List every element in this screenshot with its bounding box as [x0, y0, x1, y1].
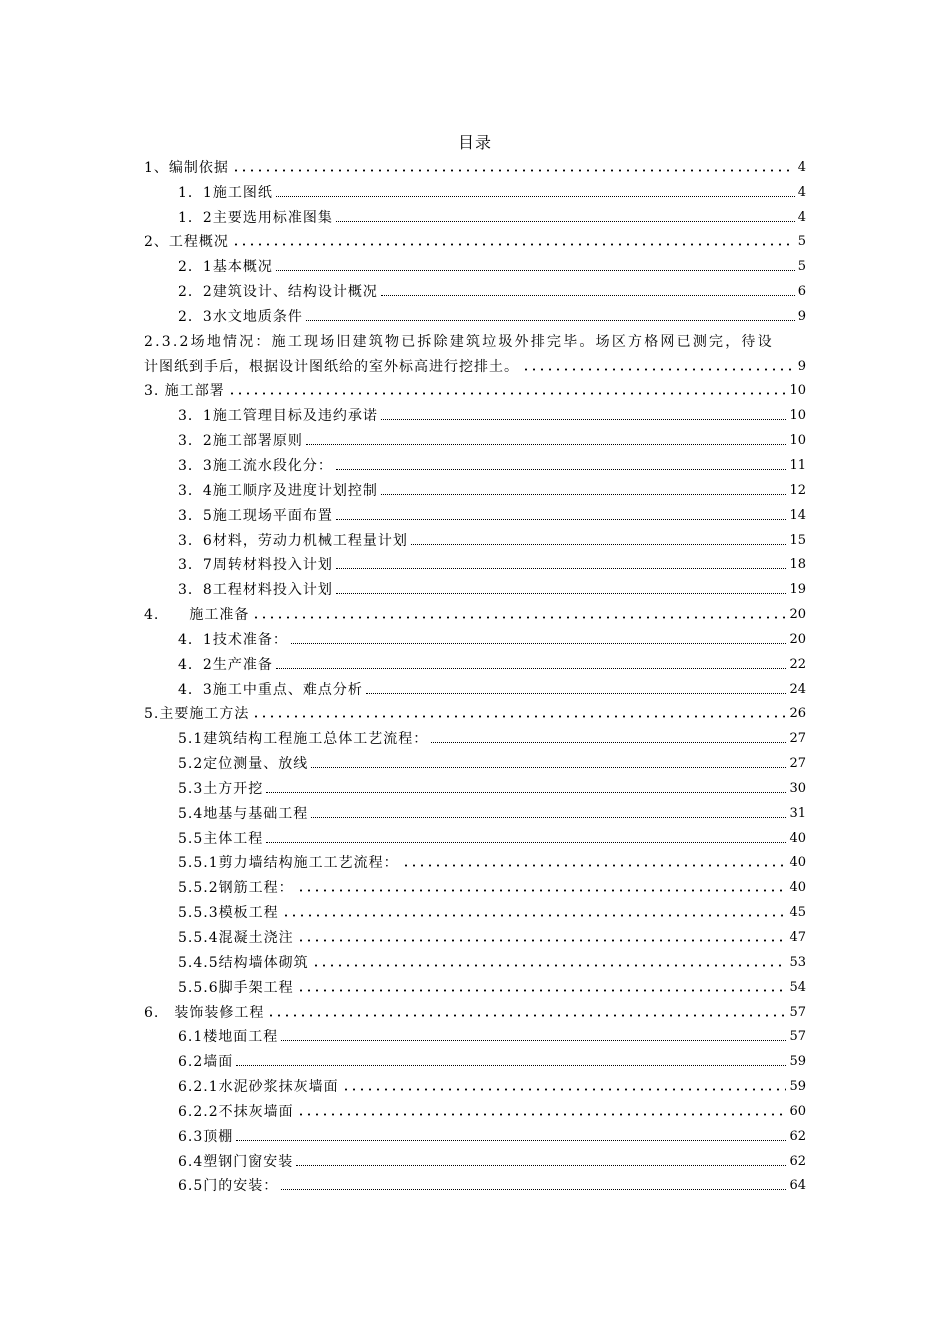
toc-dot-leader — [282, 914, 787, 917]
toc-entry-label: 5.5.3模板工程 — [178, 905, 279, 922]
toc-title: 目录 — [457, 133, 492, 152]
toc-entry[interactable] — [144, 1171, 806, 1196]
toc-entry-label: 4. 施工准备 — [144, 607, 250, 624]
toc-dot-leader — [411, 543, 787, 545]
toc-entry-page-number: 60 — [789, 1103, 806, 1119]
toc-entry[interactable] — [144, 227, 806, 252]
toc-entry[interactable] — [144, 177, 806, 202]
toc-entry[interactable] — [144, 699, 806, 724]
toc-dot-leader — [306, 319, 795, 321]
toc-entry[interactable] — [144, 1071, 806, 1096]
toc-entry-label: 4．3施工中重点、难点分析 — [178, 681, 363, 698]
toc-entry[interactable] — [144, 550, 806, 575]
toc-dot-leader — [236, 1064, 786, 1066]
toc-entry[interactable] — [144, 1046, 806, 1071]
toc-dot-leader — [267, 1014, 786, 1017]
toc-dot-leader — [312, 964, 787, 967]
toc-entry-page-number: 31 — [789, 805, 806, 821]
toc-dot-leader — [297, 939, 787, 942]
toc-entry[interactable] — [144, 599, 806, 624]
toc-entry-label: 5.5.2钢筋工程： — [178, 880, 294, 897]
toc-dot-leader — [266, 841, 786, 843]
toc-entry-label: 6.1楼地面工程 — [178, 1029, 279, 1046]
toc-entry-page-number: 4 — [797, 159, 806, 175]
toc-entry-label: 3．4施工顺序及进度计划控制 — [178, 482, 378, 499]
toc-entry-label: 2.3.2场地情况：施工现场旧建筑物已拆除建筑垃圾外排完毕。场区方格网已测完，待设 — [144, 333, 774, 350]
toc-entry-page-number: 24 — [789, 681, 806, 697]
toc-entry[interactable] — [144, 376, 806, 401]
toc-entry-label: 5.1建筑结构工程施工总体工艺流程： — [178, 731, 429, 748]
toc-entry-page-number: 4 — [797, 209, 806, 225]
toc-entry-label: 4．2生产准备 — [178, 656, 273, 673]
toc-entry-page-number: 27 — [789, 756, 806, 772]
toc-dot-leader — [522, 368, 795, 371]
toc-dot-leader — [381, 418, 787, 420]
toc-dot-leader — [228, 392, 787, 395]
toc-entry[interactable] — [144, 624, 806, 649]
toc-dot-leader — [281, 1039, 786, 1041]
toc-entry[interactable] — [144, 674, 806, 699]
toc-entry-page-number: 20 — [789, 631, 806, 647]
toc-entry-page-number: 30 — [789, 780, 806, 796]
toc-entry-label: 1．1施工图纸 — [178, 184, 273, 201]
toc-dot-leader — [336, 468, 787, 470]
toc-entry-label: 5.4地基与基础工程 — [178, 805, 309, 822]
toc-dot-leader — [291, 642, 787, 644]
toc-entry-page-number: 9 — [797, 358, 806, 374]
toc-dot-leader — [297, 889, 787, 892]
toc-entry[interactable] — [144, 798, 806, 823]
toc-entry-label: 5.2定位测量、放线 — [178, 756, 309, 773]
toc-entry[interactable] — [144, 326, 806, 351]
toc-entry-label: 1、编制依据 — [144, 159, 229, 176]
toc-entry[interactable] — [144, 1146, 806, 1171]
toc-entry-page-number: 10 — [789, 433, 806, 449]
toc-entry-page-number: 54 — [789, 979, 806, 995]
toc-dot-leader — [381, 493, 787, 495]
toc-entry-page-number: 9 — [797, 308, 806, 324]
toc-dot-leader — [296, 1164, 786, 1166]
toc-entry-page-number: 57 — [789, 1004, 806, 1020]
toc-entry-page-number: 5 — [797, 259, 806, 275]
toc-entry-page-number: 53 — [789, 954, 806, 970]
toc-entry[interactable] — [144, 823, 806, 848]
toc-entry[interactable] — [144, 574, 806, 599]
toc-entry-label: 6.2.1水泥砂浆抹灰墙面 — [178, 1079, 339, 1096]
toc-dot-leader — [297, 1113, 787, 1116]
toc-entry-label: 6.2墙面 — [178, 1054, 234, 1071]
toc-entry-page-number: 22 — [789, 656, 806, 672]
toc-entry-label: 计图纸到手后，根据设计图纸给的室外标高进行挖排土。 — [144, 358, 519, 375]
toc-entry-label: 6.3顶棚 — [178, 1128, 234, 1145]
table-of-contents — [144, 152, 806, 1195]
toc-entry-label: 5.4.5结构墙体砌筑 — [178, 954, 309, 971]
toc-dot-leader — [252, 715, 786, 718]
toc-entry-label: 3．3施工流水段化分： — [178, 457, 333, 474]
toc-entry-page-number: 59 — [789, 1079, 806, 1095]
toc-dot-leader — [311, 766, 786, 768]
toc-entry-page-number: 5 — [797, 234, 806, 250]
toc-entry-page-number: 14 — [789, 507, 806, 523]
toc-dot-leader — [336, 518, 787, 520]
toc-entry[interactable] — [144, 649, 806, 674]
toc-entry[interactable] — [144, 152, 806, 177]
toc-dot-leader — [381, 294, 795, 296]
toc-entry[interactable] — [144, 947, 806, 972]
toc-entry[interactable] — [144, 872, 806, 897]
toc-entry-label: 5.5.6脚手架工程 — [178, 979, 294, 996]
toc-dot-leader — [336, 592, 787, 594]
toc-entry-page-number: 27 — [789, 731, 806, 747]
toc-entry-page-number: 10 — [789, 383, 806, 399]
toc-entry-page-number: 62 — [789, 1128, 806, 1144]
toc-entry-page-number: 40 — [789, 855, 806, 871]
toc-entry-page-number: 18 — [789, 557, 806, 573]
toc-entry[interactable] — [144, 400, 806, 425]
toc-entry[interactable] — [144, 525, 806, 550]
toc-entry-page-number: 12 — [789, 482, 806, 498]
toc-dot-leader — [336, 567, 787, 569]
toc-entry-page-number: 11 — [789, 457, 806, 473]
toc-entry[interactable] — [144, 922, 806, 947]
toc-entry-label: 5.3土方开挖 — [178, 780, 264, 797]
toc-entry[interactable] — [144, 425, 806, 450]
toc-dot-leader — [431, 741, 786, 743]
toc-entry[interactable] — [144, 1022, 806, 1047]
toc-dot-leader — [276, 269, 795, 271]
toc-entry-page-number: 57 — [789, 1029, 806, 1045]
toc-entry-page-number: 59 — [789, 1054, 806, 1070]
toc-entry-label: 4．1技术准备： — [178, 631, 288, 648]
toc-entry[interactable] — [144, 848, 806, 873]
toc-dot-leader — [402, 864, 787, 867]
toc-dot-leader — [336, 220, 795, 222]
toc-entry-label: 5.5.1剪力墙结构施工工艺流程： — [178, 855, 399, 872]
toc-entry-page-number: 64 — [789, 1178, 806, 1194]
toc-entry-label: 3．2施工部署原则 — [178, 433, 303, 450]
toc-entry-page-number: 45 — [789, 905, 806, 921]
toc-entry-label: 5.5主体工程 — [178, 830, 264, 847]
toc-entry[interactable] — [144, 475, 806, 500]
toc-entry-page-number: 19 — [789, 582, 806, 598]
toc-entry-label: 3．7周转材料投入计划 — [178, 557, 333, 574]
toc-dot-leader — [232, 243, 795, 246]
toc-entry-label: 5.主要施工方法 — [144, 706, 250, 723]
toc-entry-label: 2、工程概况 — [144, 234, 229, 251]
toc-entry[interactable] — [144, 997, 806, 1022]
toc-dot-leader — [232, 169, 795, 172]
toc-entry-label: 3．1施工管理目标及违约承诺 — [178, 408, 378, 425]
toc-entry-label: 6.4塑钢门窗安装 — [178, 1153, 294, 1170]
toc-entry-label: 3．6材料，劳动力机械工程量计划 — [178, 532, 408, 549]
toc-entry[interactable] — [144, 1121, 806, 1146]
toc-dot-leader — [366, 692, 787, 694]
toc-dot-leader — [281, 1188, 786, 1190]
toc-entry[interactable] — [144, 972, 806, 997]
toc-dot-leader — [342, 1088, 787, 1091]
toc-dot-leader — [276, 667, 787, 669]
toc-entry-label: 2．2建筑设计、结构设计概况 — [178, 284, 378, 301]
toc-entry-label: 2．3水文地质条件 — [178, 308, 303, 325]
toc-dot-leader — [276, 195, 795, 197]
toc-entry-label: 6.2.2不抹灰墙面 — [178, 1103, 294, 1120]
toc-entry[interactable] — [144, 748, 806, 773]
toc-entry-page-number: 40 — [789, 880, 806, 896]
toc-entry-page-number: 10 — [789, 408, 806, 424]
toc-entry[interactable] — [144, 276, 806, 301]
toc-dot-leader — [297, 989, 787, 992]
toc-entry[interactable] — [144, 723, 806, 748]
toc-entry[interactable] — [144, 301, 806, 326]
toc-entry-label: 3．8工程材料投入计划 — [178, 582, 333, 599]
toc-dot-leader — [236, 1139, 786, 1141]
toc-entry-page-number: 6 — [797, 284, 806, 300]
toc-entry-page-number: 15 — [789, 532, 806, 548]
toc-entry-page-number: 40 — [789, 830, 806, 846]
toc-entry-label: 3．5施工现场平面布置 — [178, 507, 333, 524]
toc-entry-label: 3. 施工部署 — [144, 383, 225, 400]
toc-dot-leader — [266, 791, 786, 793]
toc-entry[interactable] — [144, 202, 806, 227]
toc-entry[interactable] — [144, 251, 806, 276]
toc-entry-label: 5.5.4混凝土浇注 — [178, 930, 294, 946]
toc-dot-leader — [252, 616, 786, 619]
toc-entry[interactable] — [144, 773, 806, 798]
toc-entry-label: 1．2主要选用标准图集 — [178, 209, 333, 226]
toc-entry[interactable] — [144, 500, 806, 525]
toc-entry-page-number: 4 — [797, 184, 806, 200]
toc-entry-page-number: 26 — [789, 706, 806, 722]
toc-dot-leader — [311, 816, 786, 818]
toc-entry-page-number: 47 — [789, 930, 806, 945]
toc-entry[interactable] — [144, 351, 806, 376]
toc-entry-page-number: 20 — [789, 607, 806, 623]
toc-entry-label: 6. 装饰装修工程 — [144, 1004, 265, 1021]
toc-entry-label: 6.5门的安装： — [178, 1178, 279, 1195]
toc-dot-leader — [306, 443, 787, 445]
toc-entry[interactable] — [144, 450, 806, 475]
toc-entry[interactable] — [144, 1096, 806, 1121]
toc-entry[interactable] — [144, 897, 806, 922]
toc-entry-label: 2．1基本概况 — [178, 259, 273, 276]
toc-entry-page-number: 62 — [789, 1153, 806, 1169]
